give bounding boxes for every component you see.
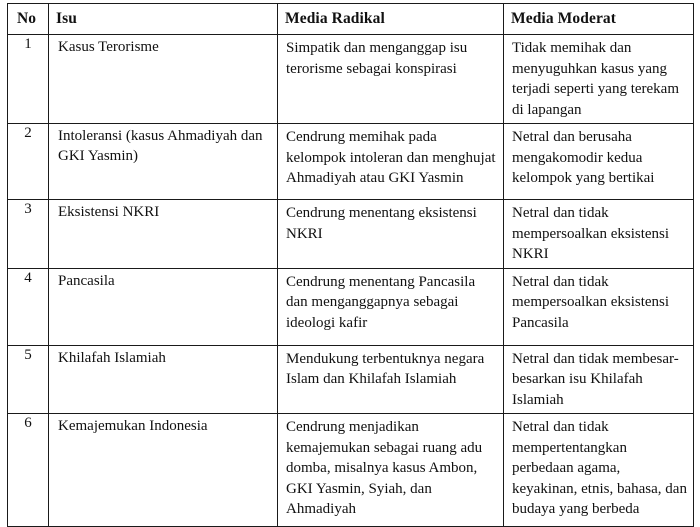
column-header-isu-label: Isu: [56, 10, 77, 27]
media-radikal-cell: [278, 345, 504, 414]
issue-cell: [49, 124, 278, 200]
comparison-table-container: [7, 3, 693, 527]
table-row: [8, 345, 694, 414]
issue-value: Kasus Terorisme: [58, 39, 159, 55]
table-row: [8, 414, 694, 527]
issue-cell: [49, 414, 278, 527]
issue-value: Pancasila: [58, 272, 115, 289]
row-number-value: 4: [24, 269, 32, 286]
issue-value: Eksistensi NKRI: [58, 204, 160, 220]
table-header: [8, 4, 694, 35]
table-row: [8, 35, 694, 124]
media-radikal-value: Cendrung menentang Pancasila dan menganggapnya sebagai ideologi kafir: [286, 273, 476, 331]
media-moderat-value: Netral dan berusaha mengakomodir kedua kelompok yang bertikai: [512, 129, 655, 186]
issue-cell: [49, 35, 278, 124]
media-moderat-cell: [504, 268, 694, 345]
row-number-value: 1: [24, 36, 32, 52]
media-radikal-value: Cendrung menentang eksistensi NKRI: [286, 205, 477, 242]
table-row: [8, 200, 694, 269]
media-radikal-cell: [278, 268, 504, 345]
media-moderat-value: Netral dan tidak mempertentangkan perbedaan agama, keyakinan, etnis, bahasa, dan budaya yang berbeda: [512, 419, 687, 517]
media-radikal-cell: [278, 200, 504, 269]
media-moderat-value: Tidak memihak dan menyuguhkan kasus yang terjadi seperti yang terekam di lapangan: [512, 40, 680, 118]
column-header-media-radikal: [278, 4, 504, 35]
issue-value: Intoleransi (kasus Ahmadiyah dan GKI Yasmin): [58, 128, 263, 164]
media-radikal-value: Cendrung memihak pada kelompok intoleran dan menghujat Ahmadiyah atau GKI Yasmin: [286, 129, 496, 186]
table-header-row: [8, 4, 694, 35]
comparison-table: [7, 3, 694, 527]
issue-cell: [49, 268, 278, 345]
row-number-cell: [8, 268, 49, 345]
column-header-no: [8, 4, 49, 35]
column-header-media-radikal-label: Media Radikal: [285, 10, 385, 27]
issue-cell: [49, 200, 278, 269]
media-moderat-cell: [504, 200, 694, 269]
issue-value: Khilafah Islamiah: [58, 349, 166, 366]
media-moderat-cell: [504, 345, 694, 414]
media-moderat-value: Netral dan tidak mempersoalkan eksistensi NKRI: [512, 205, 670, 262]
column-header-media-moderat-label: Media Moderat: [511, 10, 617, 27]
media-radikal-cell: [278, 124, 504, 200]
row-number-value: 6: [24, 415, 32, 431]
table-row: [8, 268, 694, 345]
row-number-value: 2: [24, 125, 32, 141]
media-radikal-cell: [278, 414, 504, 527]
row-number-cell: [8, 35, 49, 124]
row-number-cell: [8, 345, 49, 414]
row-number-value: 3: [24, 201, 32, 217]
issue-value: Kemajemukan Indonesia: [58, 418, 208, 434]
media-radikal-value: Cendrung menjadikan kemajemukan sebagai ruang adu domba, misalnya kasus Ambon, GKI Yasmin, Syiah, dan Ahmadiyah: [286, 419, 483, 517]
row-number-cell: [8, 124, 49, 200]
row-number-cell: [8, 414, 49, 527]
column-header-no-label: No: [17, 10, 37, 27]
table-row: [8, 124, 694, 200]
column-header-isu: [49, 4, 278, 35]
column-header-media-moderat: [504, 4, 694, 35]
media-radikal-value: Mendukung terbentuknya negara Islam dan Khilafah Islamiah: [286, 350, 485, 387]
media-radikal-value: Simpatik dan menganggap isu terorisme sebagai konspirasi: [286, 40, 468, 77]
row-number-cell: [8, 200, 49, 269]
media-moderat-cell: [504, 414, 694, 527]
issue-cell: [49, 345, 278, 414]
media-moderat-cell: [504, 35, 694, 124]
media-moderat-value: Netral dan tidak mempersoalkan eksistensi Pancasila: [512, 273, 670, 331]
row-number-value: 5: [24, 346, 32, 363]
media-moderat-value: Netral dan tidak membesar-besarkan isu Khilafah Islamiah: [512, 350, 679, 408]
table-body: [8, 35, 694, 527]
media-radikal-cell: [278, 35, 504, 124]
media-moderat-cell: [504, 124, 694, 200]
